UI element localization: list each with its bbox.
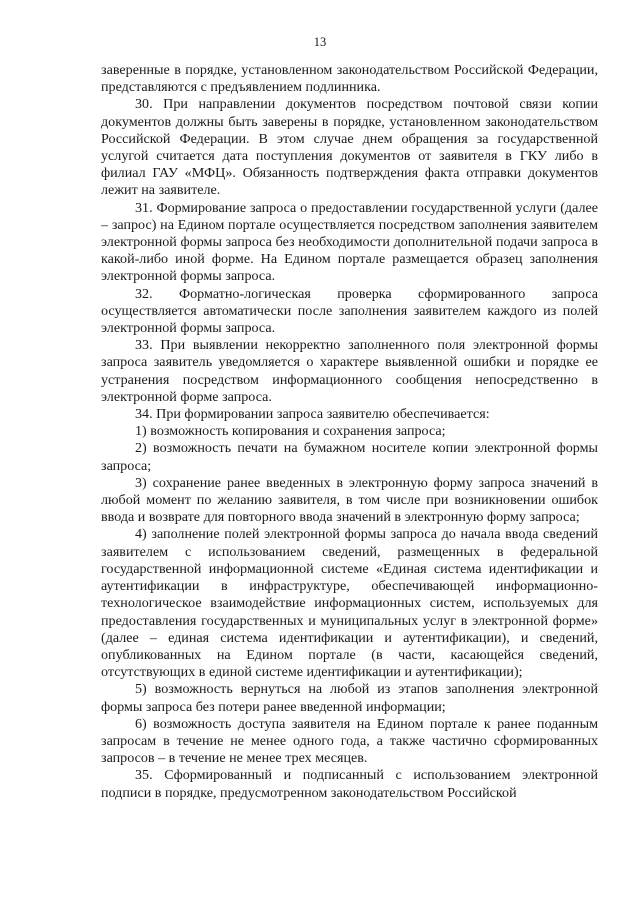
list-item-34-2: 2) возможность печати на бумажном носителе копии электронной формы запроса; <box>101 440 598 474</box>
document-body <box>101 62 598 802</box>
list-item-34-6: 6) возможность доступа заявителя на Едином портале к ранее поданным запросам в течение не менее одного года, а также частично сформированных запросов – в течение не менее трех месяцев. <box>101 715 598 767</box>
list-item-34-1: 1) возможность копирования и сохранения запроса; <box>135 423 446 440</box>
list-item-34-5: 5) возможность вернуться на любой из этапов заполнения электронной формы запроса без потери ранее введенной информации; <box>101 681 598 715</box>
paragraph-34: 34. При формировании запроса заявителю обеспечивается: <box>135 406 490 423</box>
paragraph-30: 30. При направлении документов посредством почтовой связи копии документов должны быть заверены в порядке, установленном законодательством Российской Федерации. В этом случае днем обращения за государственной услугой считается дата поступления документов от заявителя в ГКУ либо в филиал ГАУ «МФЦ». Обязанность подтверждения факта отправки документов лежит на заявителе. <box>101 96 598 199</box>
paragraph-31: 31. Формирование запроса о предоставлении государственной услуги (далее – запрос) на Едином портале осуществляется посредством заполнения заявителем электронной формы запроса без необходимости дополнительной подачи запроса в какой-либо иной форме. На Едином портале размещается образец заполнения электронной формы запроса. <box>101 199 598 285</box>
list-item-34-3: 3) сохранение ранее введенных в электронную форму запроса значений в любой момент по желанию заявителя, в том числе при возникновении ошибок ввода и возврате для повторного ввода значений в электронную форму запроса; <box>101 474 598 526</box>
paragraph-33: 33. При выявлении некорректно заполненного поля электронной формы запроса заявитель уведомляется о характере выявленной ошибки и порядке ее устранения посредством информационного сообщения непосредственно в электронной форме запроса. <box>101 337 598 405</box>
paragraph-32: 32. Форматно-логическая проверка сформированного запроса осуществляется автоматически после заполнения заявителем каждого из полей электронной формы запроса. <box>101 285 598 337</box>
list-item-34-4: 4) заполнение полей электронной формы запроса до начала ввода сведений заявителем с использованием сведений, размещенных в федеральной государственной информационной системе «Единая система идентификации и аутентификации в инфраструктуре, обеспечивающей информационно-технологическое взаимодействие информационных систем, используемых для предоставления государственных и муниципальных услуг в электронной форме» (далее – единая система идентификации и аутентификации), и сведений, опубликованных на Едином портале (в части, касающейся сведений, отсутствующих в единой системе идентификации и аутентификации); <box>101 526 598 681</box>
paragraph-continuation: заверенные в порядке, установленном законодательством Российской Федерации, представляются с предъявлением подлинника. <box>101 62 598 96</box>
page-number: 13 <box>313 35 327 49</box>
paragraph-35: 35. Сформированный и подписанный с использованием электронной подписи в порядке, предусмотренном законодательством Российской <box>101 767 598 801</box>
